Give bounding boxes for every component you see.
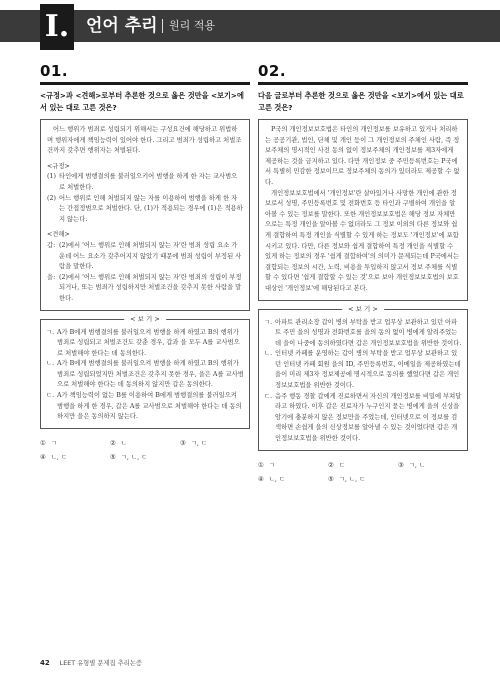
- choice-text: ㄴ: [120, 438, 127, 447]
- bogi-label: ㄷ.: [264, 392, 273, 400]
- choice-mark: ①: [40, 438, 46, 447]
- chapter-title: 언어 추리: [86, 16, 158, 36]
- rule-label: (2): [47, 194, 56, 202]
- rule-item: [47, 172, 243, 193]
- choice-text: ㄱ: [50, 438, 57, 447]
- bogi-box: [40, 314, 250, 429]
- choice-mark: ⑤: [328, 474, 334, 483]
- choice-1[interactable]: [40, 439, 110, 448]
- choice-text: ㄱ, ㄴ, ㄷ: [120, 452, 148, 461]
- choice-3[interactable]: [398, 461, 468, 470]
- view-item: [47, 241, 243, 273]
- bogi-text: A가 B에게 범행결의를 불러일으켜 범행을 하게 하였고 B의 행위가 범죄로 성립되고 처벌조건도 갖춘 경우, 갑과 을 모두 A를 교사범으로 처벌해야 한다는 데 동의한다.: [57, 328, 240, 357]
- bogi-title: < 보 기 >: [124, 314, 166, 325]
- question-rule: [258, 82, 468, 85]
- choice-5[interactable]: [328, 475, 398, 484]
- passage-paragraph: 개인정보보호법에서 '개인정보'란 살아있거나 사망한 개인에 관한 정보로서 성명, 주민등록번호 및 전화번호 등 타인과 구별하여 개인을 알아볼 수 있는 정보를 말한다. 또한 개인정보보호법은 해당 정보 자체만으로는 특정 개인을 알아볼 수 없더라도 그 정보 이외의 다른 정보와 쉽게 결합하여 특정 개인을 식별할 수 있게 하는 정보도 '개인정보'에 포함시키고 있다. 다만, 다른 정보와 쉽게 결합하여 특정 개인을 식별할 수 있게 하는 정보의 경우 '쉽게 결합하여'의 의미가 문제되는데 P국에서는 결합되는 정보의 시간, 노력, 비용을 투입하지 않고서 정보 주체를 식별할 수 있다면 '쉽게 결합할 수 있는 것'으로 보아 개인정보보호법의 보호 대상인 '개인정보'에 해당된다고 본다.: [265, 189, 460, 292]
- bogi-label: ㄷ.: [46, 392, 55, 400]
- page-footer: [40, 658, 142, 669]
- rule-label: (1): [47, 173, 56, 181]
- passage-box: [40, 119, 250, 311]
- rule-text: 타인에게 범행결의를 불러일으키어 범행을 하게 한 자는 교사범으로 처벌한다.: [59, 173, 238, 191]
- choice-mark: ④: [40, 452, 46, 461]
- bogi-item: [264, 318, 462, 350]
- question-stem: 다음 글로부터 추론한 것으로 옳은 것만을 <보기>에서 있는 대로 고른 것은?: [258, 91, 464, 112]
- choice-4[interactable]: [258, 475, 328, 484]
- question-1: [40, 60, 250, 462]
- bogi-label: ㄴ.: [46, 360, 55, 368]
- passage-intro: 어느 행위가 범죄로 성립되기 위해서는 구성요건에 해당하고 위법하며 행위자에게 책임능력이 있어야 한다. 그리고 범죄가 성립하고 처벌조건까지 갖추면 행위자는 처벌된다.: [47, 126, 242, 155]
- choice-mark: ③: [398, 460, 404, 469]
- chapter-number: I.: [40, 4, 74, 50]
- bogi-text: A가 책임능력이 없는 B를 이용하여 B에게 범행결의를 불러일으켜 범행을 하게 한 경우, 갑은 A를 교사범으로 처벌해야 한다는 데 동의하지만 을은 동의하지 않는다.: [57, 392, 242, 421]
- choice-1[interactable]: [258, 461, 328, 470]
- view-label: 갑:: [47, 241, 56, 249]
- bogi-label: ㄴ.: [264, 350, 273, 358]
- choice-2[interactable]: [328, 461, 398, 470]
- choice-4[interactable]: [40, 453, 110, 462]
- question-number: 02.: [258, 62, 287, 80]
- view-item: [47, 273, 243, 305]
- page-number: 42: [40, 659, 50, 667]
- question-stem: <규정>과 <견해>로부터 추론한 것으로 옳은 것만을 <보기>에서 있는 대로 고른 것은?: [40, 91, 244, 112]
- bogi-item: [46, 359, 244, 391]
- bogi-item: [46, 328, 244, 360]
- choice-2[interactable]: [110, 439, 180, 448]
- choice-text: ㄷ: [338, 460, 345, 469]
- answer-choices: [258, 461, 468, 484]
- views-title: <견해>: [47, 231, 70, 239]
- choice-5[interactable]: [110, 453, 180, 462]
- choice-text: ㄱ, ㄴ, ㄷ: [338, 474, 366, 483]
- rule-item: [47, 194, 243, 226]
- choice-text: ㄱ, ㄷ: [190, 438, 208, 447]
- choice-mark: ①: [258, 460, 264, 469]
- bogi-item: [264, 392, 462, 445]
- choice-text: ㄴ, ㄷ: [268, 474, 286, 483]
- choice-3[interactable]: [180, 439, 250, 448]
- bogi-text: 인터넷 카페를 운영하는 갑이 병의 부탁을 받고 업무상 보관하고 있던 인터넷 카페 회원 을의 ID, 주민등록번호, 이메일을 제공하였는데 을이 미리 제3자 정보제공에 명시적으로 동의를 했었다면 갑은 개인정보보호법을 위반한 것이다.: [275, 350, 461, 390]
- choice-text: ㄱ: [268, 460, 275, 469]
- choice-mark: ⑤: [110, 452, 116, 461]
- question-rule: [40, 82, 250, 85]
- question-2: [258, 60, 468, 484]
- passage-box: [258, 119, 468, 301]
- view-label: 을:: [47, 273, 56, 281]
- view-text: (2)에서 '어느 행위로 인해 처벌되지 않는 자'란 범죄의 성립이 부정되거나, 또는 범죄가 성립하지만 처벌조건을 갖추지 못한 사람을 말한다.: [59, 273, 242, 302]
- passage-paragraph: P국의 개인정보보호법은 타인의 개인정보를 보유하고 있거나 처리하는 공공기관, 법인, 단체 및 개인 등이 그 개인정보의 주체인 사람, 즉 정보주체의 명시적인 사전 동의 없이 정보주체의 개인정보를 제3자에게 제공하는 것을 금지하고 있다. 다만 개인정보 중 주민등록번호는 P국에서 특별히 민감한 정보이므로 정보주체의 동의가 있더라도 제공할 수 없다.: [265, 126, 460, 186]
- book-title: LEET 유형별 문제집 추리논증: [59, 660, 142, 667]
- bogi-text: 아파트 관리소장 갑이 병의 부탁을 받고 업무상 보관하고 있던 아파트 주민 을의 성명과 전화번호를 을의 동의 없이 병에게 알려주었는데 을이 나중에 동의하였다면 갑은 개인정보보호법을 위반한 것이다.: [275, 318, 462, 347]
- bogi-box: [258, 304, 468, 451]
- header-divider: [162, 19, 163, 33]
- bogi-text: 음주 행동 경찰 갑에게 진료하면서 자신의 개인정보를 비밀에 부쳐달라고 하였다. 이후 갑은 진료자가 누구인지 묻는 병에게 을의 신상을 암기에 충분하지 않은 정보만을 주었는데, 인터넷으로 이 정보를 검색하면 손쉽게 을의 신상정보를 알아낼 수 있는 것이었다면 갑은 개인정보보호법을 위반한 것이다.: [275, 392, 462, 443]
- chapter-header: [0, 0, 500, 50]
- bogi-label: ㄱ.: [46, 328, 55, 336]
- question-number: 01.: [40, 62, 69, 80]
- choice-mark: ④: [258, 474, 264, 483]
- choice-mark: ③: [180, 438, 186, 447]
- choice-text: ㄴ, ㄷ: [50, 452, 68, 461]
- bogi-item: [264, 349, 462, 391]
- header-bar: [0, 10, 500, 42]
- rules-title: <규정>: [47, 162, 70, 170]
- choice-mark: ②: [110, 438, 116, 447]
- choice-text: ㄱ, ㄴ: [408, 460, 426, 469]
- bogi-item: [46, 391, 244, 423]
- choice-mark: ②: [328, 460, 334, 469]
- bogi-text: A가 B에게 범행결의를 불러일으켜 범행을 하게 하였고 B의 행위가 범죄로 성립되었지만 처벌조건은 갖추지 못한 경우, 을은 A를 교사범으로 처벌해야 한다는 데 동의하지 않지만 갑은 동의한다.: [57, 360, 244, 389]
- view-text: (2)에서 '어느 행위로 인해 처벌되지 않는 자'란 범죄 성립 요소 가운데 어느 요소가 갖추어지지 않았기 때문에 범죄 성립이 부정된 사람을 말한다.: [59, 241, 242, 271]
- rule-text: 어느 행위로 인해 처벌되지 않는 자를 이용하여 범행을 하게 한 자는 간접정범으로 처벌한다. 단, (1)가 적용되는 경우에 (1)은 적용하지 않는다.: [59, 194, 243, 223]
- bogi-title: < 보 기 >: [342, 304, 384, 315]
- answer-choices: [40, 439, 250, 462]
- chapter-subtitle: 원리 적용: [169, 19, 216, 32]
- bogi-label: ㄱ.: [264, 318, 273, 326]
